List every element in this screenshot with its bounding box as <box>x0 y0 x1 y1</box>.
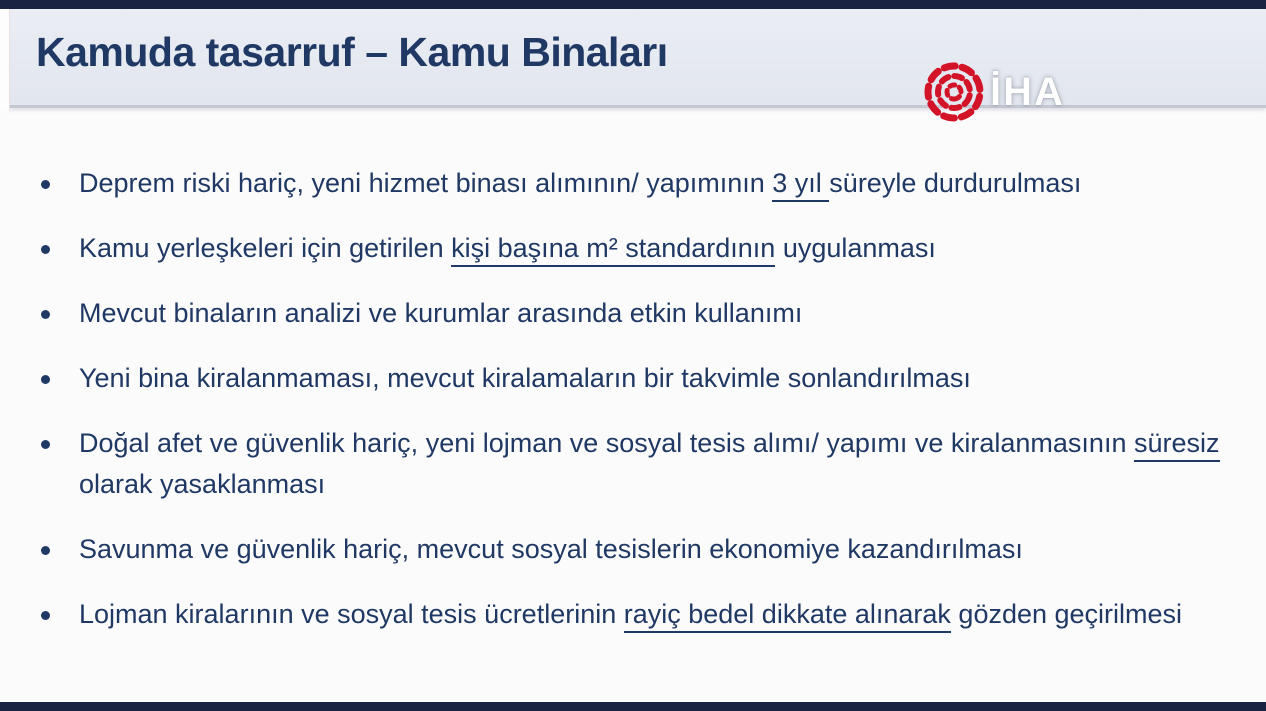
iha-logo-icon <box>922 60 986 124</box>
bullet-text: Doğal afet ve güvenlik hariç, yeni lojman ve sosyal tesis alımı/ yapımı ve kiralanmasının süresiz olarak yasaklanması <box>79 428 1220 499</box>
slide-body <box>0 163 1236 659</box>
bottom-accent-bar <box>0 702 1266 711</box>
bullet-text: Yeni bina kiralanmaması, mevcut kiralamaların bir takvimle sonlandırılması <box>79 363 971 393</box>
bullet-list <box>0 163 1236 635</box>
iha-watermark <box>922 60 1065 124</box>
bullet-item <box>0 228 1236 269</box>
bullet-dot-icon <box>41 180 50 189</box>
bullet-text: Kamu yerleşkeleri için getirilen kişi başına m² standardının uygulanması <box>79 233 936 267</box>
bullet-item <box>0 293 1236 334</box>
page-title: Kamuda tasarruf – Kamu Binaları <box>36 29 668 75</box>
bullet-dot-icon <box>41 245 50 254</box>
bullet-dot-icon <box>41 440 50 449</box>
bullet-item <box>0 423 1236 505</box>
left-edge-strip <box>0 9 10 111</box>
bullet-text: Savunma ve güvenlik hariç, mevcut sosyal tesislerin ekonomiye kazandırılması <box>79 534 1023 564</box>
bullet-text: Mevcut binaların analizi ve kurumlar arasında etkin kullanımı <box>79 298 803 328</box>
bullet-dot-icon <box>41 546 50 555</box>
iha-watermark-text: İHA <box>990 69 1065 114</box>
bullet-text: Deprem riski hariç, yeni hizmet binası alımının/ yapımının 3 yıl süreyle durdurulması <box>79 168 1081 202</box>
bullet-item <box>0 529 1236 570</box>
bullet-dot-icon <box>41 375 50 384</box>
bullet-dot-icon <box>41 611 50 620</box>
bullet-text: Lojman kiralarının ve sosyal tesis ücretlerinin rayiç bedel dikkate alınarak gözden geçirilmesi <box>79 599 1182 633</box>
bullet-item <box>0 163 1236 204</box>
bullet-item <box>0 594 1236 635</box>
bullet-item <box>0 358 1236 399</box>
bullet-dot-icon <box>41 310 50 319</box>
top-accent-bar <box>0 0 1266 9</box>
slide-header <box>10 9 1266 108</box>
